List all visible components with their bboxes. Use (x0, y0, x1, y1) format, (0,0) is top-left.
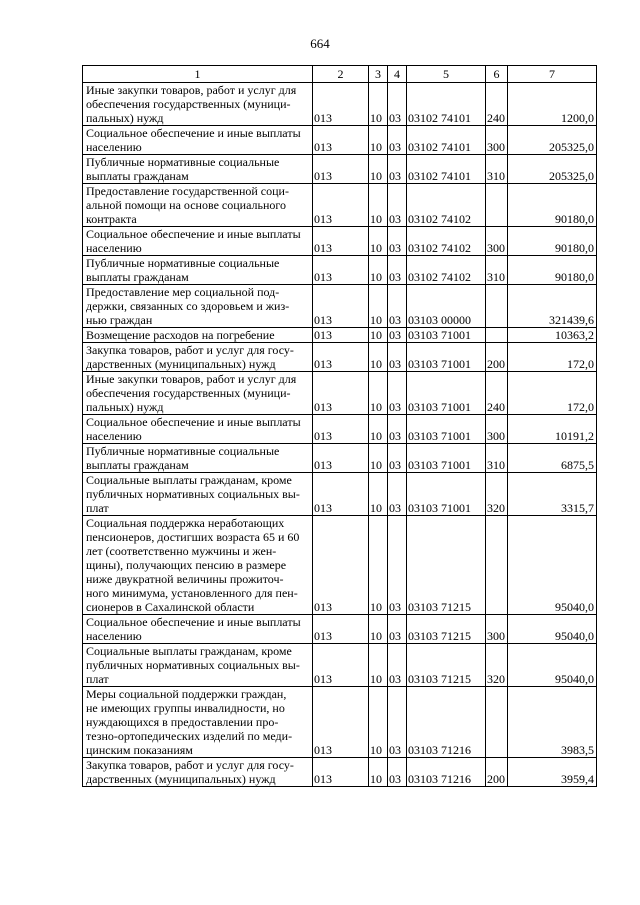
table-row (83, 126, 597, 155)
table-row (83, 687, 597, 758)
row-section-code: 10 (369, 415, 388, 444)
header-cell: 3 (369, 66, 388, 83)
row-ministry-code: 013 (313, 126, 369, 155)
row-section-code: 10 (369, 256, 388, 285)
row-amount: 172,0 (508, 343, 597, 372)
row-expense-type: 240 (486, 83, 508, 126)
table-row (83, 83, 597, 126)
row-target-article: 03103 71001 (407, 372, 486, 415)
row-subsection-code: 03 (388, 516, 407, 615)
row-expense-type (486, 328, 508, 343)
row-name: Социальное обеспечение и иные выплаты населению (83, 227, 313, 256)
row-target-article: 03103 71001 (407, 444, 486, 473)
row-ministry-code: 013 (313, 758, 369, 787)
row-name: Иные закупки товаров, работ и услуг для обеспечения государственных (муници- пальных) нужд (83, 83, 313, 126)
table-row (83, 155, 597, 184)
row-ministry-code: 013 (313, 415, 369, 444)
row-name: Публичные нормативные социальные выплаты гражданам (83, 444, 313, 473)
row-ministry-code: 013 (313, 285, 369, 328)
row-section-code: 10 (369, 644, 388, 687)
table-row (83, 184, 597, 227)
table-row (83, 256, 597, 285)
table-row (83, 473, 597, 516)
header-row (83, 66, 597, 83)
budget-table (82, 65, 597, 787)
table-row (83, 372, 597, 415)
row-amount: 3959,4 (508, 758, 597, 787)
row-target-article: 03103 00000 (407, 285, 486, 328)
table-row (83, 516, 597, 615)
row-section-code: 10 (369, 687, 388, 758)
header-cell: 1 (83, 66, 313, 83)
row-ministry-code: 013 (313, 372, 369, 415)
row-amount: 6875,5 (508, 444, 597, 473)
row-target-article: 03103 71215 (407, 615, 486, 644)
row-amount: 90180,0 (508, 256, 597, 285)
row-subsection-code: 03 (388, 227, 407, 256)
row-name: Публичные нормативные социальные выплаты гражданам (83, 256, 313, 285)
row-name: Социальная поддержка неработающих пенсионеров, достигших возраста 65 и 60 лет (соответственно мужчины и жен- щины), получающих пенсию в размере ниже двукратной величины прожиточ- ного минимума, установленного для пен- сионеров в Сахалинской области (83, 516, 313, 615)
row-expense-type (486, 516, 508, 615)
row-amount: 95040,0 (508, 615, 597, 644)
row-section-code: 10 (369, 473, 388, 516)
row-amount: 321439,6 (508, 285, 597, 328)
row-target-article: 03102 74101 (407, 155, 486, 184)
row-subsection-code: 03 (388, 644, 407, 687)
row-ministry-code: 013 (313, 343, 369, 372)
row-target-article: 03103 71001 (407, 415, 486, 444)
row-expense-type: 200 (486, 343, 508, 372)
row-name: Социальные выплаты гражданам, кроме публичных нормативных социальных вы- плат (83, 644, 313, 687)
header-cell: 6 (486, 66, 508, 83)
table-row (83, 444, 597, 473)
row-ministry-code: 013 (313, 256, 369, 285)
row-section-code: 10 (369, 758, 388, 787)
row-expense-type (486, 184, 508, 227)
row-ministry-code: 013 (313, 615, 369, 644)
row-subsection-code: 03 (388, 372, 407, 415)
row-target-article: 03102 74102 (407, 184, 486, 227)
row-expense-type: 310 (486, 256, 508, 285)
row-ministry-code: 013 (313, 155, 369, 184)
row-target-article: 03102 74102 (407, 227, 486, 256)
row-subsection-code: 03 (388, 343, 407, 372)
row-amount: 205325,0 (508, 126, 597, 155)
row-subsection-code: 03 (388, 285, 407, 328)
row-ministry-code: 013 (313, 644, 369, 687)
row-amount: 10363,2 (508, 328, 597, 343)
row-expense-type: 300 (486, 126, 508, 155)
row-expense-type: 320 (486, 644, 508, 687)
row-target-article: 03103 71001 (407, 328, 486, 343)
row-name: Социальные выплаты гражданам, кроме публичных нормативных социальных вы- плат (83, 473, 313, 516)
row-name: Социальное обеспечение и иные выплаты населению (83, 615, 313, 644)
row-section-code: 10 (369, 155, 388, 184)
row-expense-type: 310 (486, 444, 508, 473)
page-number: 664 (310, 36, 330, 51)
row-section-code: 10 (369, 126, 388, 155)
row-name: Меры социальной поддержки граждан, не имеющих группы инвалидности, но нуждающихся в предоставлении про- тезно-ортопедических изделий по меди- цинским показаниям (83, 687, 313, 758)
row-target-article: 03103 71215 (407, 516, 486, 615)
row-amount: 90180,0 (508, 227, 597, 256)
row-ministry-code: 013 (313, 516, 369, 615)
row-section-code: 10 (369, 343, 388, 372)
row-expense-type: 300 (486, 227, 508, 256)
row-ministry-code: 013 (313, 83, 369, 126)
row-subsection-code: 03 (388, 83, 407, 126)
row-amount: 1200,0 (508, 83, 597, 126)
header-cell: 4 (388, 66, 407, 83)
row-subsection-code: 03 (388, 615, 407, 644)
row-subsection-code: 03 (388, 155, 407, 184)
row-section-code: 10 (369, 328, 388, 343)
row-name: Социальное обеспечение и иные выплаты населению (83, 415, 313, 444)
table-row (83, 644, 597, 687)
row-subsection-code: 03 (388, 473, 407, 516)
table-row (83, 227, 597, 256)
header-cell: 7 (508, 66, 597, 83)
table-row (83, 285, 597, 328)
row-amount: 3315,7 (508, 473, 597, 516)
row-subsection-code: 03 (388, 256, 407, 285)
header-cell: 2 (313, 66, 369, 83)
row-ministry-code: 013 (313, 444, 369, 473)
header-cell: 5 (407, 66, 486, 83)
row-name: Иные закупки товаров, работ и услуг для обеспечения государственных (муници- пальных) нужд (83, 372, 313, 415)
row-target-article: 03102 74101 (407, 126, 486, 155)
row-subsection-code: 03 (388, 444, 407, 473)
row-subsection-code: 03 (388, 328, 407, 343)
row-amount: 3983,5 (508, 687, 597, 758)
row-expense-type: 300 (486, 415, 508, 444)
row-ministry-code: 013 (313, 473, 369, 516)
row-target-article: 03103 71001 (407, 473, 486, 516)
row-name: Возмещение расходов на погребение (83, 328, 313, 343)
row-expense-type: 240 (486, 372, 508, 415)
row-subsection-code: 03 (388, 687, 407, 758)
row-expense-type (486, 687, 508, 758)
row-name: Социальное обеспечение и иные выплаты населению (83, 126, 313, 155)
table-row (83, 343, 597, 372)
row-amount: 90180,0 (508, 184, 597, 227)
row-target-article: 03103 71216 (407, 687, 486, 758)
row-amount: 10191,2 (508, 415, 597, 444)
row-name: Предоставление мер социальной под- держки, связанных со здоровьем и жиз- нью граждан (83, 285, 313, 328)
row-target-article: 03102 74101 (407, 83, 486, 126)
row-section-code: 10 (369, 184, 388, 227)
row-section-code: 10 (369, 516, 388, 615)
row-expense-type: 300 (486, 615, 508, 644)
table-row (83, 758, 597, 787)
row-amount: 205325,0 (508, 155, 597, 184)
row-expense-type: 200 (486, 758, 508, 787)
row-section-code: 10 (369, 83, 388, 126)
row-name: Предоставление государственной соци- альной помощи на основе социального контракта (83, 184, 313, 227)
row-expense-type: 310 (486, 155, 508, 184)
row-amount: 172,0 (508, 372, 597, 415)
row-amount: 95040,0 (508, 516, 597, 615)
row-target-article: 03103 71215 (407, 644, 486, 687)
row-amount: 95040,0 (508, 644, 597, 687)
row-expense-type (486, 285, 508, 328)
row-subsection-code: 03 (388, 184, 407, 227)
table-row (83, 615, 597, 644)
row-target-article: 03102 74102 (407, 256, 486, 285)
table-row (83, 415, 597, 444)
row-subsection-code: 03 (388, 758, 407, 787)
row-name: Закупка товаров, работ и услуг для госу- дарственных (муниципальных) нужд (83, 343, 313, 372)
row-ministry-code: 013 (313, 184, 369, 227)
row-section-code: 10 (369, 615, 388, 644)
row-name: Закупка товаров, работ и услуг для госу- дарственных (муниципальных) нужд (83, 758, 313, 787)
row-section-code: 10 (369, 372, 388, 415)
row-section-code: 10 (369, 285, 388, 328)
row-ministry-code: 013 (313, 328, 369, 343)
row-section-code: 10 (369, 227, 388, 256)
table-row (83, 328, 597, 343)
row-ministry-code: 013 (313, 687, 369, 758)
row-target-article: 03103 71216 (407, 758, 486, 787)
row-expense-type: 320 (486, 473, 508, 516)
row-section-code: 10 (369, 444, 388, 473)
row-subsection-code: 03 (388, 126, 407, 155)
row-target-article: 03103 71001 (407, 343, 486, 372)
row-subsection-code: 03 (388, 415, 407, 444)
row-name: Публичные нормативные социальные выплаты гражданам (83, 155, 313, 184)
row-ministry-code: 013 (313, 227, 369, 256)
